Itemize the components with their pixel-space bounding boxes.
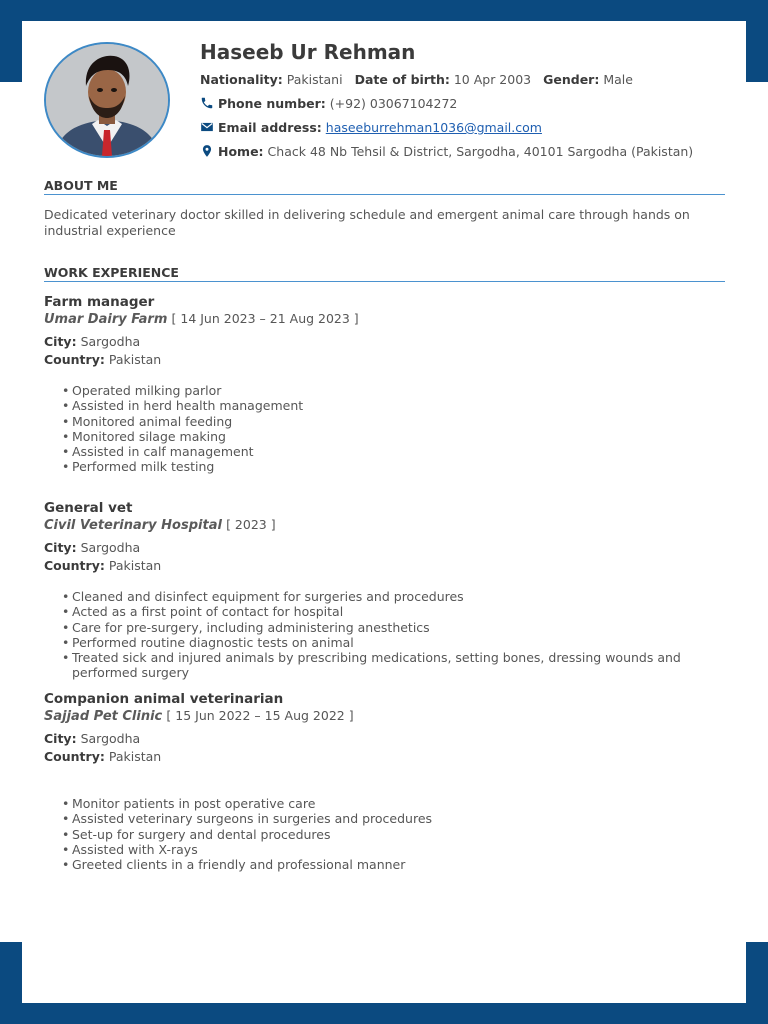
job-employer-line xyxy=(44,708,354,724)
city-label: City: xyxy=(44,540,77,555)
job-dates: [ 14 Jun 2023 – 21 Aug 2023 ] xyxy=(171,311,359,326)
employer-name: Civil Veterinary Hospital xyxy=(44,518,222,533)
phone-icon xyxy=(200,96,214,110)
list-item: • Performed milk testing xyxy=(62,459,727,474)
list-item: • Monitor patients in post operative care xyxy=(62,796,727,811)
job-duties-list xyxy=(62,383,727,475)
location-pin-icon xyxy=(200,144,214,158)
job-city xyxy=(44,540,140,555)
phone-line xyxy=(200,96,457,111)
job-dates: [ 2023 ] xyxy=(226,517,276,532)
frame-corner-top-left xyxy=(0,0,22,82)
job-employer-line xyxy=(44,311,359,327)
frame-top-bar xyxy=(0,0,768,21)
employer-name: Sajjad Pet Clinic xyxy=(44,709,163,724)
employer-name: Umar Dairy Farm xyxy=(44,312,168,327)
frame-corner-bottom-right xyxy=(746,942,768,1024)
work-experience-heading: WORK EXPERIENCE xyxy=(44,265,725,282)
email-link[interactable]: haseeburrehman1036@gmail.com xyxy=(325,120,542,135)
phone-value: (+92) 03067104272 xyxy=(329,96,458,111)
nationality-label: Nationality: xyxy=(200,72,283,87)
list-item: • Greeted clients in a friendly and professional manner xyxy=(62,857,727,872)
personal-details-line xyxy=(200,72,633,87)
job-duties-list xyxy=(62,796,727,872)
email-line xyxy=(200,120,542,135)
job-title: General vet xyxy=(44,500,133,516)
list-item: • Assisted in herd health management xyxy=(62,398,727,413)
home-value: Chack 48 Nb Tehsil & District, Sargodha, 40101 Sargodha (Pakistan) xyxy=(267,144,694,159)
country-value: Pakistan xyxy=(108,558,162,573)
job-employer-line xyxy=(44,517,276,533)
list-item: • Monitored silage making xyxy=(62,429,727,444)
job-city xyxy=(44,334,140,349)
city-label: City: xyxy=(44,334,77,349)
gender-value: Male xyxy=(603,72,633,87)
city-value: Sargodha xyxy=(80,731,141,746)
list-item: • Assisted with X-rays xyxy=(62,842,727,857)
about-heading: ABOUT ME xyxy=(44,178,725,195)
frame-bottom-bar xyxy=(0,1003,768,1024)
home-label: Home: xyxy=(218,144,264,159)
home-line xyxy=(200,144,693,159)
job-country xyxy=(44,558,161,573)
job-city xyxy=(44,731,140,746)
list-item: • Assisted veterinary surgeons in surgeries and procedures xyxy=(62,811,727,826)
list-item: • Operated milking parlor xyxy=(62,383,727,398)
dob-value: 10 Apr 2003 xyxy=(453,72,532,87)
list-item: • Performed routine diagnostic tests on animal xyxy=(62,635,727,650)
job-country xyxy=(44,749,161,764)
frame-corner-bottom-left xyxy=(0,942,22,1024)
job-country xyxy=(44,352,161,367)
profile-photo xyxy=(44,42,170,158)
frame-corner-top-right xyxy=(746,0,768,82)
job-duties-list xyxy=(62,589,727,681)
country-label: Country: xyxy=(44,558,105,573)
country-label: Country: xyxy=(44,749,105,764)
country-value: Pakistan xyxy=(108,749,162,764)
list-item: • Assisted in calf management xyxy=(62,444,727,459)
job-title: Farm manager xyxy=(44,294,155,310)
city-value: Sargodha xyxy=(80,334,141,349)
phone-label: Phone number: xyxy=(218,96,326,111)
country-label: Country: xyxy=(44,352,105,367)
city-label: City: xyxy=(44,731,77,746)
email-label: Email address: xyxy=(218,120,322,135)
list-item: • Monitored animal feeding xyxy=(62,414,727,429)
list-item: • Cleaned and disinfect equipment for surgeries and procedures xyxy=(62,589,727,604)
dob-label: Date of birth: xyxy=(354,72,450,87)
gender-label: Gender: xyxy=(543,72,600,87)
nationality-value: Pakistani xyxy=(286,72,343,87)
country-value: Pakistan xyxy=(108,352,162,367)
list-item: • Treated sick and injured animals by prescribing medications, setting bones, dressing wounds and performed surgery xyxy=(62,650,727,681)
envelope-icon xyxy=(200,120,214,134)
list-item: • Care for pre-surgery, including administering anesthetics xyxy=(62,620,727,635)
candidate-name: Haseeb Ur Rehman xyxy=(200,40,416,64)
list-item: • Acted as a first point of contact for hospital xyxy=(62,604,727,619)
job-dates: [ 15 Jun 2022 – 15 Aug 2022 ] xyxy=(166,708,354,723)
city-value: Sargodha xyxy=(80,540,141,555)
about-text: Dedicated veterinary doctor skilled in delivering schedule and emergent animal care through hands on industrial experience xyxy=(44,207,690,238)
list-item: • Set-up for surgery and dental procedures xyxy=(62,827,727,842)
job-title: Companion animal veterinarian xyxy=(44,691,284,707)
